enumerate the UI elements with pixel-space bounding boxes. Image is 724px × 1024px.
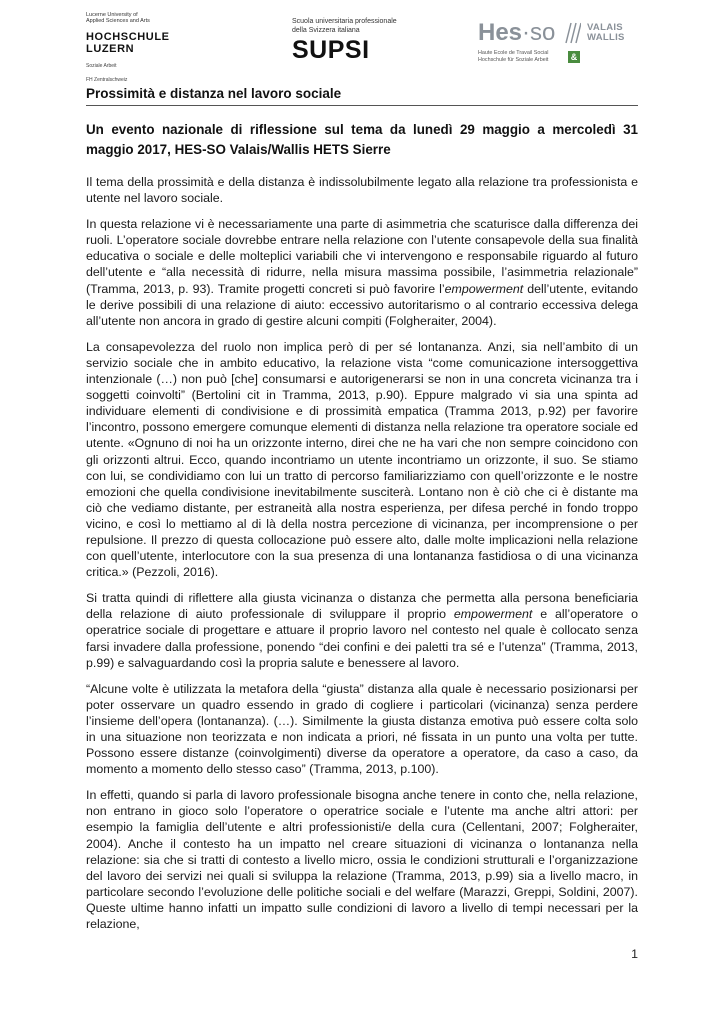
supsi-tagline-1: Scuola universitaria professionale [292, 18, 397, 25]
document-body [86, 120, 638, 942]
paragraph-2-part-1: In questa relazione vi è necessariamente una parte di asimmetria che scaturisce dalla differenza dei ruoli. L’operatore sociale dovrebbe entrare nella relazione con l’utente consapevole della sua finalità educativa o sociale e delle molteplici variabili che vi intervengono e responsabile riguardo al futuro dell’utente e “alla necessità di ridurre, nella misura massima possibile, l’asimmetria relazionale” (Tramma, 2013, p. 93). Tramite progetti concreti si può favorire l’ [86, 217, 638, 296]
hslu-department-1: Soziale Arbeit [86, 63, 117, 69]
paragraph-2 [86, 216, 638, 329]
supsi-logo [292, 17, 432, 63]
paragraph-4-part-1: Si tratta quindi di riflettere alla giusta vicinanza o distanza che permetta alla persona beneficiaria della relazione di aiuto professionale di sviluppare il proprio [86, 591, 638, 622]
hslu-name-2: LUZERN [86, 43, 135, 55]
supsi-tagline-2: della Svizzera italiana [292, 27, 360, 34]
paragraph-1: Il tema della prossimità e della distanza è indissolubilmente legato alla relazione tra professionista e utente nel lavoro sociale. [86, 175, 638, 206]
ampersand-icon: & [568, 51, 580, 63]
hslu-name-1: HOCHSCHULE [86, 31, 170, 43]
event-heading: Un evento nazionale di riflessione sul tema da lunedì 29 maggio a mercoledì 31 maggio 2017, HES-SO Valais/Wallis HETS Sierre [86, 122, 638, 157]
paragraph-4-emphasis: empowerment [453, 607, 533, 622]
hesso-wordmark-so: ·so [522, 19, 556, 46]
hesso-school-name-1: Haute Ecole de Travail Social [478, 50, 549, 56]
paragraph-4 [86, 590, 638, 670]
hesso-region-2: WALLIS [587, 32, 625, 43]
hesso-school-name [478, 50, 548, 63]
paragraph-2-emphasis: empowerment [444, 281, 524, 296]
hesso-school-name-2: Hochschule für Soziale Arbeit [478, 56, 549, 63]
hslu-tagline-1: Lucerne University of [86, 12, 138, 18]
paragraph-5: “Alcune volte è utilizzata la metafora della “giusta” distanza alla quale è necessario posizionarsi per poter osservare un quadro essendo in grado di cogliere i particolari (vicinanza) senza perdere l’insieme dell’opera (lontananza). (…). Similmente la giusta distanza emotiva può essere colta solo in una situazione non teorizzata e non indicata a priori, né fissata in un punto una volta per tutte. Possono essere distanze (coinvolgimenti) diverse da operatore a operatore, da caso a caso, da momento a momento dello stesso caso” (Tramma, 2013, p.100). [86, 681, 638, 777]
hesso-wordmark [478, 20, 555, 46]
page-header [0, 0, 724, 83]
paragraph-6: In effetti, quando si parla di lavoro professionale bisogna anche tenere in conto che, nella relazione, non entrano in gioco solo l’operatore o operatrice sociale e l’utente ma anche altri attori: per esempio la famiglia dell’utente e altri professionisti/e della cura (Cellentani, 2007; Folgheraiter, 2004). Anche il contesto ha un impatto nel creare situazioni di vicinanza o lontananza nella relazione: sia che si tratti di contesto a livello micro, ossia le condizioni strutturali e l’organizzazione del lavoro dei servizi nei quali si sviluppa la relazione (Tramma, 2013, p.99) sia a livello macro, in particolare secondo l’evoluzione delle politiche sociali e del welfare (Marazzi, Greppi, Soldini, 2007). Queste ultime hanno infatti un impatto sulle condizioni di lavoro a livello di tempi necessari per la relazione, [86, 788, 638, 932]
hesso-region [587, 23, 625, 43]
hochschule-luzern-logo [86, 12, 196, 83]
hslu-tagline-2: Applied Sciences and Arts [86, 18, 150, 24]
paragraph-3: La consapevolezza del ruolo non implica però di per sé lontananza. Anzi, sia nell’ambito di un servizio sociale che in ambito educativo, la relazione vista “come comunicazione intersoggettiva intenzionale (…) non può [che] consumarsi e autorigenerarsi se non in una concreta vicinanza tra i soggetti coinvolti” (Bertolini cit in Tramma, 2013, p.90). Eppure malgrado vi sia una spinta ad individuare elementi di condivisione e di prossimità empatica (Tramma 2013, p.92) per favorire l’incontro, possono emergere comunque elementi di distanza nella relazione tra operatore sociale ed utente. «Ognuno di noi ha un orizzonte interno, direi che ne ha vari che non sempre coincidono con gli orizzonti altrui. Ecco, quando incontriamo un utente incontriamo un orizzonte, il suo. Se stiamo con lui, se condividiamo con lui un tratto di percorso familiarizziamo con quell’orizzonte e le nostre emozioni che quella condivisione inevitabilmente susciterà. Lontano non è ciò che ci è distante ma ciò che vediamo distante, per estraneità alla nostra esperienza, per difesa perché in fondo troppo vicino, e così lo mettiamo al di là della nostra percezione di vicinanza, per incomprensione o per repulsione. Il prezzo di questa collocazione può essere alto, dalle molte implicazioni nella relazione con quell’utente, interlocutore con la sua presenza di una lontananza fastidiosa o di una vicinanza critica.» (Pezzoli, 2016). [86, 339, 638, 580]
hesso-wordmark-hes: Hes [478, 19, 523, 46]
slashes-icon [565, 22, 581, 44]
section-title: Prossimità e distanza nel lavoro sociale [86, 86, 638, 106]
paragraph-2-part-2: dell’utente, evitando le derive possibili di una relazione di aiuto: eccessivo autoritarismo o al contrario eccessiva delega all’utente non ancora in grado di gestire alcuni compiti (Folgheraiter, 2004). [86, 281, 639, 328]
supsi-name: SUPSI [292, 36, 370, 64]
paragraph-4-part-2: e all’operatore o operatrice sociale di progettare e attuare il proprio lavoro nel contesto nel quale è collocato senza farsi invadere dalla professione, ponendo “dei confini e dei paletti tra sé e l’utenza” (Tramma, 2013, p.99) e salvaguardando così la propria salute e benessere al lavoro. [86, 607, 638, 670]
hesso-region-1: VALAIS [587, 22, 623, 33]
page-number: 1 [631, 947, 638, 961]
hes-so-valais-wallis-logo [476, 20, 646, 70]
hslu-department-2: FH Zentralschweiz [86, 77, 128, 83]
